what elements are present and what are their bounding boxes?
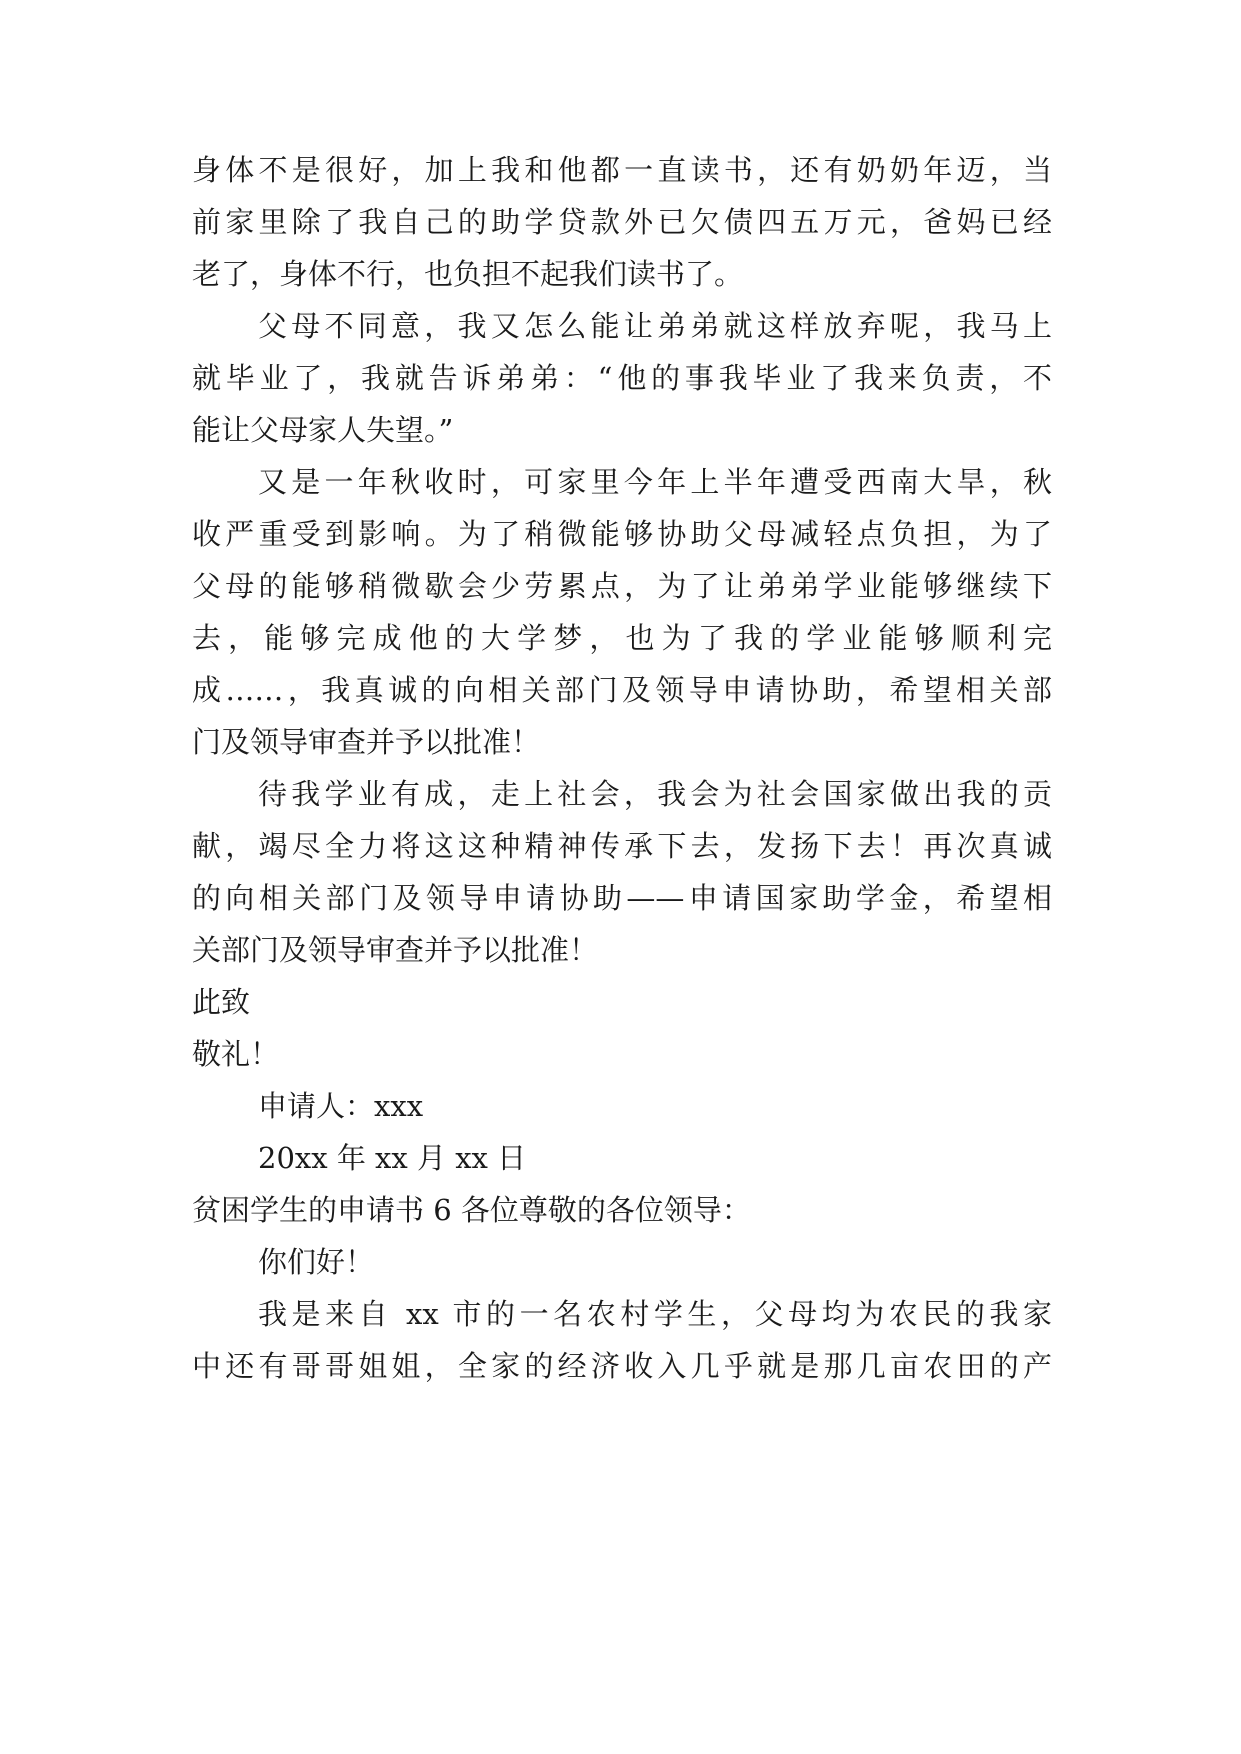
- text-line: 身体不是很好，加上我和他都一直读书，还有奶奶年迈，当: [192, 153, 1052, 187]
- text-line: 献，竭尽全力将这这种精神传承下去，发扬下去！再次真诚: [192, 829, 1052, 863]
- text-line: 能让父母家人失望。”: [192, 413, 454, 447]
- text-line: 老了，身体不行，也负担不起我们读书了。: [192, 257, 744, 291]
- paragraph-first-line: 待我学业有成，走上社会，我会为社会国家做出我的贡: [258, 777, 1052, 811]
- text-line: 收严重受到影响。为了稍微能够协助父母减轻点负担，为了: [192, 517, 1052, 551]
- text-line: 成……，我真诚的向相关部门及领导申请协助，希望相关部: [192, 673, 1052, 707]
- section-heading-line: 贫困学生的申请书 6 各位尊敬的各位领导：: [192, 1193, 751, 1227]
- closing-regards: 敬礼！: [192, 1037, 280, 1071]
- date-line: 20xx 年 xx 月 xx 日: [258, 1141, 527, 1175]
- text-line: 就毕业了，我就告诉弟弟：“他的事我毕业了我来负责，不: [192, 361, 1052, 395]
- text-line: 的向相关部门及领导申请协助——申请国家助学金，希望相: [192, 881, 1052, 915]
- paragraph-first-line: 又是一年秋收时，可家里今年上半年遭受西南大旱，秋: [258, 465, 1052, 499]
- text-line: 去，能够完成他的大学梦，也为了我的学业能够顺利完: [192, 621, 1052, 655]
- text-line: 门及领导审查并予以批准！: [192, 725, 541, 759]
- text-line: 关部门及领导审查并予以批准！: [192, 933, 599, 967]
- text-line: 中还有哥哥姐姐，全家的经济收入几乎就是那几亩农田的产: [192, 1349, 1052, 1383]
- greeting-line: 你们好！: [258, 1245, 375, 1279]
- closing-salutation: 此致: [192, 985, 251, 1019]
- text-line: 父母的能够稍微歇会少劳累点，为了让弟弟学业能够继续下: [192, 569, 1052, 603]
- paragraph-first-line: 我是来自 xx 市的一名农村学生，父母均为农民的我家: [258, 1297, 1052, 1331]
- applicant-signature: 申请人：xxx: [258, 1089, 424, 1123]
- text-line: 前家里除了我自己的助学贷款外已欠债四五万元，爸妈已经: [192, 205, 1052, 239]
- paragraph-first-line: 父母不同意，我又怎么能让弟弟就这样放弃呢，我马上: [258, 309, 1052, 343]
